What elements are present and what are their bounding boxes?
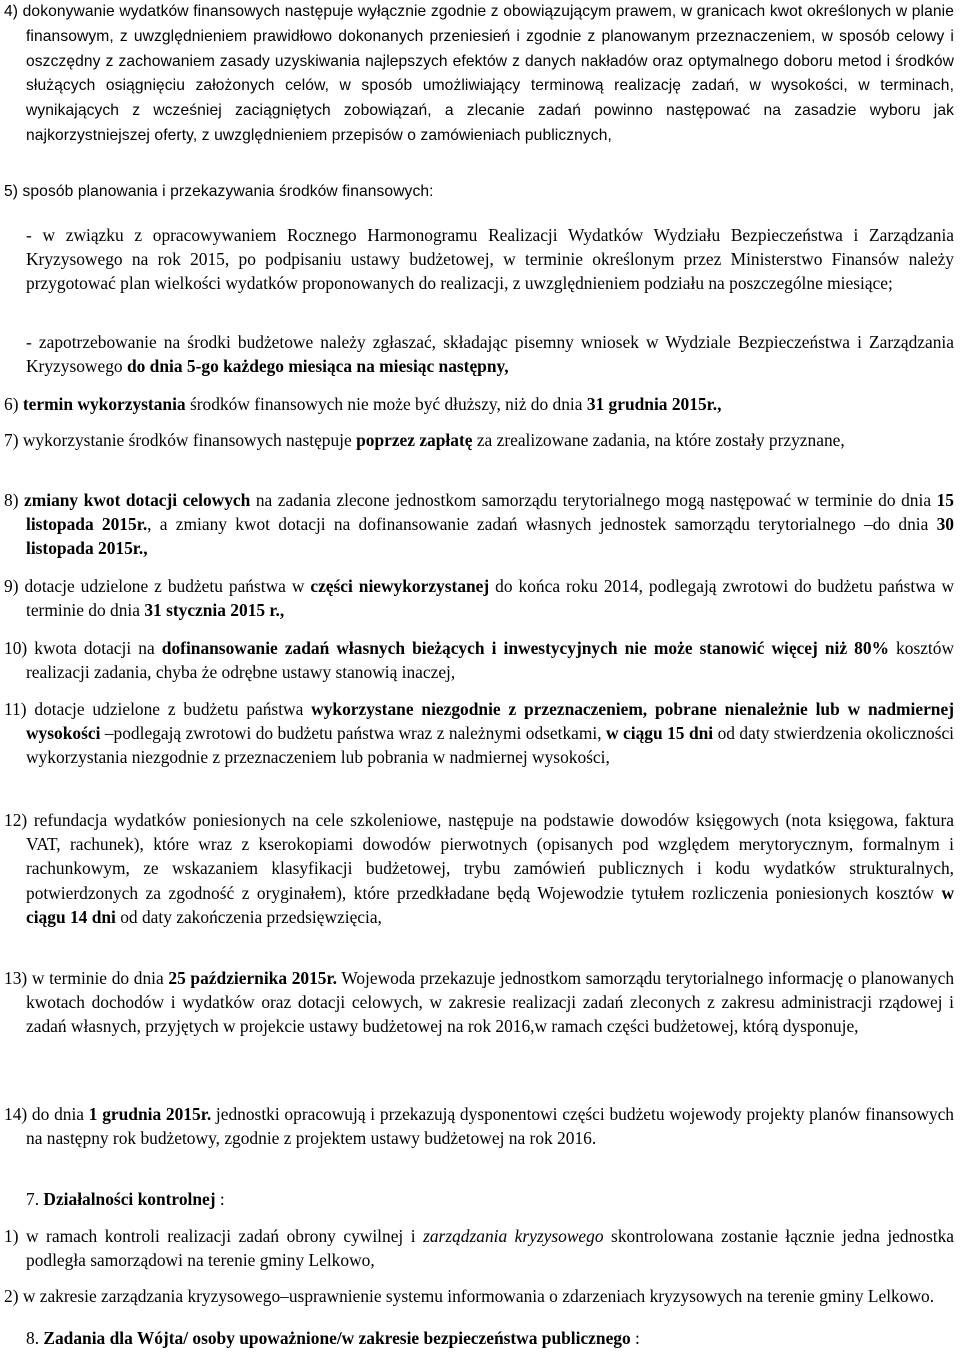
paragraph-item-5 <box>0 180 960 205</box>
section-7-title: Działalności kontrolnej <box>43 1189 216 1209</box>
item-10-text-b: kosztów realizacji zadania, chyba że odrębne ustawy stanowią inaczej, <box>26 638 955 683</box>
section-7-number: 7. <box>26 1189 44 1209</box>
item-5-text: 5) sposób planowania i przekazywania środków finansowych: <box>4 183 434 200</box>
paragraph-item-4 <box>0 0 960 149</box>
item-11-bold-b: w ciągu 15 dni <box>606 723 714 744</box>
item-7-text-a: 7) wykorzystanie środków finansowych następuje <box>4 430 357 450</box>
control-1-text-a: 1) w ramach kontroli realizacji zadań obrony cywilnej i <box>4 1226 424 1246</box>
item-8-bold-c: 30 listopada 2015r., <box>26 514 954 559</box>
item-6-text: środków finansowych nie może być dłuższy, niż do dnia <box>185 394 587 414</box>
control-1-text-b: skontrolowana zostanie łącznie jedna jednostka podległa samorządowi na terenie gminy Lelkowo, <box>26 1226 954 1271</box>
control-2-text: 2) w zakresie zarządzania kryzysowego–usprawnienie systemu informowania o zdarzeniach kryzysowych na terenie gminy Lelkowo. <box>4 1286 935 1306</box>
item-11-bold-a: wykorzystane niezgodnie z przeznaczeniem, pobrane nienależnie lub w nadmiernej wysokości <box>26 699 954 744</box>
item-11-text-a: 11) dotacje udzielone z budżetu państwa <box>4 699 312 719</box>
paragraph-item-7 <box>0 428 960 452</box>
paragraph-item-10 <box>0 636 960 684</box>
item-5-planning-text: - w związku z opracowywaniem Rocznego Harmonogramu Realizacji Wydatków Wydziału Bezpieczeństwa i Zarządzania Kryzysowego na rok 2015, po podpisaniu ustawy budżetowej, w terminie określonym przez Ministerstwo Finansów należy przygotować plan wielkości wydatków proponowanych do realizacji, z uwzględnieniem podziału na poszczególne miesiące; <box>26 225 954 294</box>
section-7-colon: : <box>215 1189 225 1209</box>
item-9-text-b: do końca roku 2014, podlegają zwrotowi do budżetu państwa w terminie do dnia <box>26 576 954 621</box>
paragraph-item-11 <box>0 697 960 770</box>
paragraph-item-5-planning <box>0 223 960 296</box>
paragraph-item-8 <box>0 488 960 561</box>
item-11-text-b: –podlegają zwrotowi do budżetu państwa wraz z należnymi odsetkami, <box>100 723 607 744</box>
item-8-text-a: na zadania zlecone jednostkom samorządu terytorialnego mogą następować w terminie do dnia <box>250 490 937 510</box>
control-1-italic: zarządzania kryzysowego <box>423 1226 604 1246</box>
item-8-bold-a: zmiany kwot dotacji celowych <box>24 490 251 510</box>
item-13-text-a: 13) w terminie do dnia <box>4 968 169 988</box>
item-13-text-b: Wojewoda przekazuje jednostkom samorządu terytorialnego informację o planowanych kwotach dochodów i wydatków oraz dotacji celowych, w zakresie realizacji zadań zleconych z zakresu administracji rządowej i zadań własnych, przyjętych w projekcie ustawy budżetowej na rok 2016,w ramach części budżetowej, którą dysponuje, <box>26 968 955 1037</box>
item-10-text-a: 10) kwota dotacji na <box>4 638 162 658</box>
item-12-text-a: 12) refundacja wydatków poniesionych na cele szkoleniowe, następuje na podstawie dowodów księgowych (nota księgowa, faktura VAT, rachunek), które wraz z kserokopiami dowodów pierwotnych (opisanych pod względem merytorycznym, formalnym i rachunkowym, ze wskazaniem klasyfikacji budżetowej, trybu zamówień publicznych i kodu wydatków strukturalnych, potwierdzonych za zgodność z oryginałem), które przedkładane będą Wojewodzie tytułem rozliczenia poniesionych kosztów <box>4 810 954 903</box>
item-8-number: 8) <box>4 490 25 510</box>
item-4-text: 4) dokonywanie wydatków finansowych następuje wyłącznie zgodnie z obowiązującym prawem, w granicach kwot określonych w planie finansowym, z uwzględnieniem prawidłowo dokonanych przeniesień i zgodnie z planowanym przeznaczeniem, w sposób celowy i oszczędny z zachowaniem zasady uzyskiwania najlepszych efektów z danych nakładów oraz optymalnego doboru metod i środków służących osiągnięciu założonych celów, w sposób umożliwiający terminową realizację zadań, w wysokości, w terminach, wynikających z wcześniej zaciągniętych zobowiązań, a zlecanie zadań powinno następować na zasadzie wyboru jak najkorzystniejszej oferty, z uwzględnieniem przepisów o zamówieniach publicznych, <box>4 3 954 144</box>
item-14-text-a: 14) do dnia <box>4 1104 89 1124</box>
paragraph-control-2 <box>0 1284 960 1308</box>
section-8-colon: : <box>630 1328 640 1348</box>
item-5-request-text: - zapotrzebowanie na środki budżetowe należy zgłaszać, składając pisemny wniosek w Wydziale Bezpieczeństwa i Zarządzania Kryzysowego <box>26 332 954 377</box>
item-12-bold: w ciągu 14 dni <box>26 882 954 927</box>
paragraph-item-14 <box>0 1102 960 1150</box>
item-6-number: 6) <box>4 394 23 414</box>
item-9-bold-b: 31 stycznia 2015 r., <box>144 600 285 621</box>
item-14-text-b: jednostki opracowują i przekazują dysponentowi części budżetu wojewody projekty planów finansowych na następny rok budżetowy, zgodnie z projektem ustawy budżetowej na rok 2016. <box>26 1104 954 1149</box>
item-7-bold: poprzez zapłatę <box>356 430 473 450</box>
section-heading-7 <box>0 1187 960 1211</box>
paragraph-item-13 <box>0 966 960 1039</box>
item-8-text-b: , a zmiany kwot dotacji na dofinansowanie zadań własnych jednostek samorządu terytorialnego –do dnia <box>147 514 937 535</box>
item-7-text-b: za zrealizowane zadania, na które zostały przyznane, <box>472 430 845 450</box>
item-6-bold-date: 31 grudnia 2015r., <box>586 394 722 414</box>
item-12-text-b: od daty zakończenia przedsięwzięcia, <box>115 906 382 927</box>
item-11-text-c: od daty stwierdzenia okoliczności wykorzystania niezgodnie z przeznaczeniem lub pobrania w nadmiernej wysokości, <box>26 723 955 768</box>
item-13-bold: 25 października 2015r. <box>168 968 337 988</box>
item-9-text-a: 9) dotacje udzielone z budżetu państwa w <box>4 576 311 596</box>
item-6-bold-term: termin wykorzystania <box>22 394 186 414</box>
paragraph-item-12 <box>0 808 960 929</box>
item-10-bold: dofinansowanie zadań własnych bieżących i inwestycyjnych nie może stanowić więcej niż 80% <box>161 638 889 658</box>
paragraph-item-9 <box>0 574 960 622</box>
item-5-request-deadline: do dnia 5-go każdego miesiąca na miesiąc następny, <box>126 356 509 377</box>
item-8-bold-b: 15 listopada 2015r. <box>26 490 954 535</box>
section-8-title: Zadania dla Wójta/ osoby upoważnione/w zakresie bezpieczeństwa publicznego <box>43 1328 631 1348</box>
paragraph-item-6 <box>0 392 960 416</box>
item-14-bold: 1 grudnia 2015r. <box>88 1104 212 1124</box>
item-9-bold-a: części niewykorzystanej <box>310 576 490 596</box>
paragraph-item-5-request <box>0 330 960 378</box>
section-8-number: 8. <box>26 1328 44 1348</box>
section-heading-8 <box>0 1326 960 1350</box>
paragraph-control-1 <box>0 1224 960 1272</box>
